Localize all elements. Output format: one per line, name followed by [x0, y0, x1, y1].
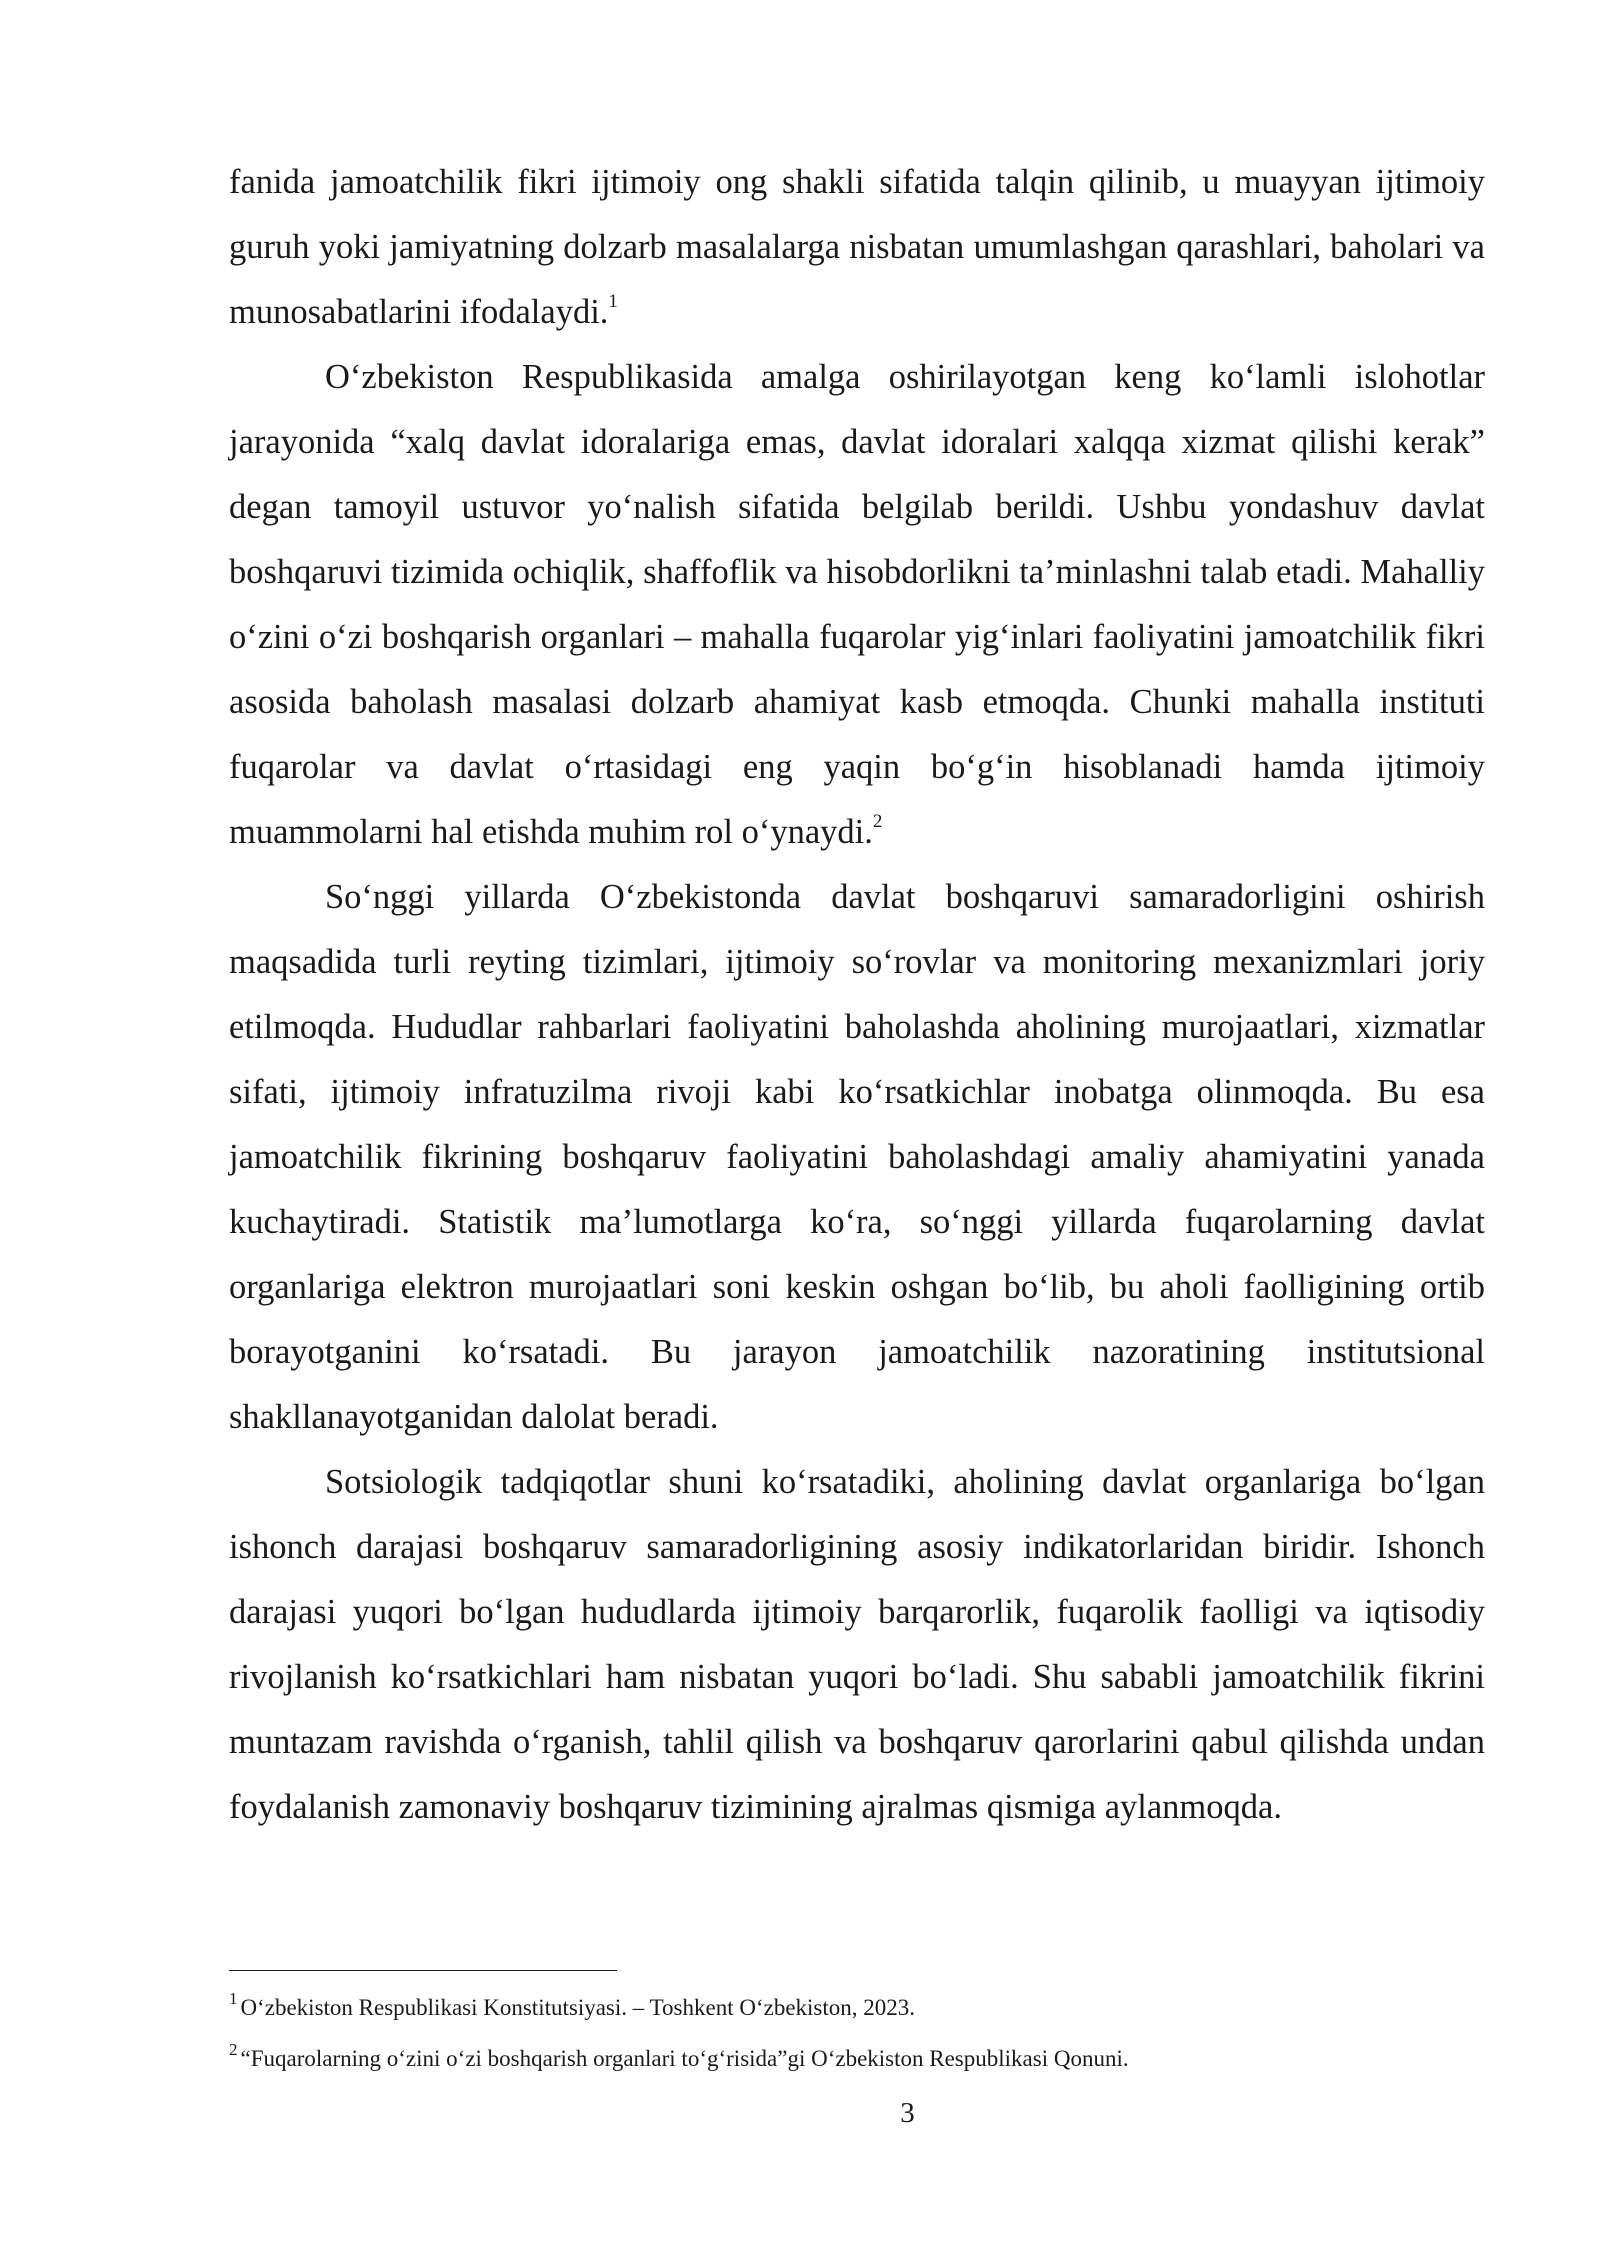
paragraph-1 [229, 150, 1485, 345]
paragraph-2-text: O‘zbekiston Respublikasida amalga oshirilayotgan keng ko‘lamli islohotlar jarayonida “xalq davlat idoralariga emas, davlat idoralari xalqqa xizmat qilishi kerak” degan tamoyil ustuvor yo‘nalish sifatida belgilab berildi. Ushbu yondashuv davlat boshqaruvi tizimida ochiqlik, shaffoflik va hisobdorlikni ta’minlashni talab etadi. Mahalliy o‘zini o‘zi boshqarish organlari – mahalla fuqarolar yig‘inlari faoliyatini jamoatchilik fikri asosida baholash masalasi dolzarb ahamiyat kasb etmoqda. Chunki mahalla instituti fuqarolar va davlat o‘rtasidagi eng yaqin bo‘g‘in hisoblanadi hamda ijtimoiy muammolarni hal etishda muhim rol o‘ynaydi. [229, 358, 1485, 851]
footnote-ref-2[interactable]: 2 [872, 810, 883, 832]
footnote-2-number: 2 [229, 2040, 238, 2060]
footnote-1-text: O‘zbekiston Respublikasi Konstitutsiyasi. – Toshkent O‘zbekiston, 2023. [240, 1995, 916, 2020]
paragraph-1-text: fanida jamoatchilik fikri ijtimoiy ong shakli sifatida talqin qilinib, u muayyan ijtimoiy guruh yoki jamiyatning dolzarb masalalarga nisbatan umumlashgan qarashlari, baholari va munosabatlarini ifodalaydi. [229, 163, 1485, 331]
footnote-separator [229, 1970, 617, 1971]
paragraph-3-text: So‘nggi yillarda O‘zbekistonda davlat boshqaruvi samaradorligini oshirish maqsadida turli reyting tizimlari, ijtimoiy so‘rovlar va monitoring mexanizmlari joriy etilmoqda. Hududlar rahbarlari faoliyatini baholashda aholining murojaatlari, xizmatlar sifati, ijtimoiy infratuzilma rivoji kabi ko‘rsatkichlar inobatga olinmoqda. Bu esa jamoatchilik fikrining boshqaruv faoliyatini baholashdagi amaliy ahamiyatini yanada kuchaytiradi. Statistik ma’lumotlarga ko‘ra, so‘nggi yillarda fuqarolarning davlat organlariga elektron murojaatlari soni keskin oshgan bo‘lib, bu aholi faolligining ortib borayotganini ko‘rsatadi. Bu jarayon jamoatchilik nazoratining institutsional shakllanayotganidan dalolat beradi. [229, 878, 1485, 1436]
paragraph-2 [229, 345, 1485, 865]
footnote-2 [229, 2040, 1485, 2074]
footnotes [229, 1989, 1485, 2095]
page-number: 3 [900, 2097, 915, 2129]
footnote-2-text: “Fuqarolarning o‘zini o‘zi boshqarish organlari to‘g‘risida”gi O‘zbekiston Respublikasi Qonuni. [240, 2046, 1129, 2071]
body-text [229, 150, 1485, 1840]
paragraph-4 [229, 1450, 1485, 1840]
footnote-ref-1[interactable]: 1 [608, 290, 618, 312]
footnote-1 [229, 1989, 1485, 2023]
footnote-1-number: 1 [229, 1989, 238, 2009]
paragraph-4-text: Sotsiologik tadqiqotlar shuni ko‘rsatadiki, aholining davlat organlariga bo‘lgan ishonch darajasi boshqaruv samaradorligining asosiy indikatorlaridan biridir. Ishonch darajasi yuqori bo‘lgan hududlarda ijtimoiy barqarorlik, fuqarolik faolligi va iqtisodiy rivojlanish ko‘rsatkichlari ham nisbatan yuqori bo‘ladi. Shu sababli jamoatchilik fikrini muntazam ravishda o‘rganish, tahlil qilish va boshqaruv qarorlarini qabul qilishda undan foydalanish zamonaviy boshqaruv tizimining ajralmas qismiga aylanmoqda. [229, 1463, 1485, 1826]
paragraph-3 [229, 865, 1485, 1450]
